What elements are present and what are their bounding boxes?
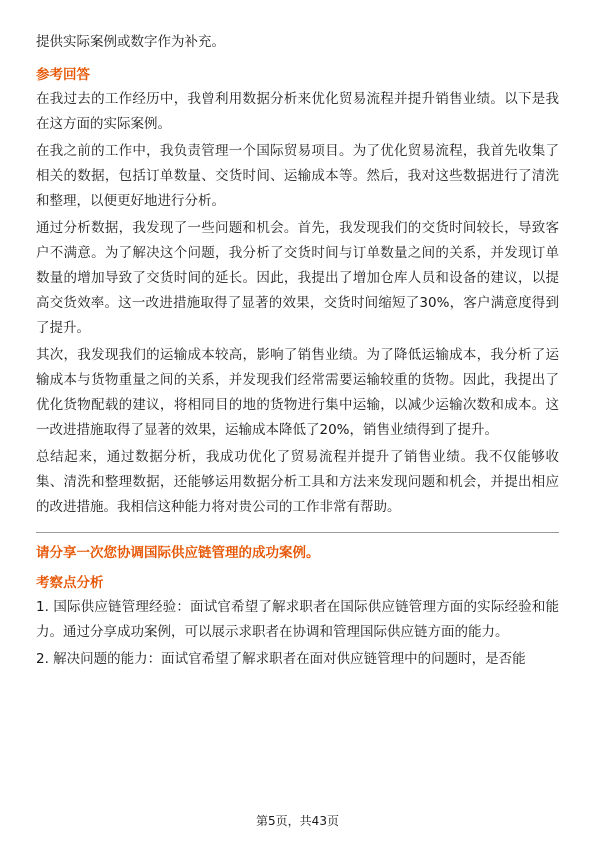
answer-heading: 参考回答 bbox=[36, 67, 90, 83]
intro-line: 提供实际案例或数字作为补充。 bbox=[36, 34, 225, 50]
answer-paragraph-1: 在我过去的工作经历中，我曾利用数据分析来优化贸易流程并提升销售业绩。以下是我在这方面的实际案例。 bbox=[36, 91, 559, 132]
answer-paragraph-4: 其次，我发现我们的运输成本较高，影响了销售业绩。为了降低运输成本，我分析了运输成本与货物重量之间的关系，并发现我们经常需要运输较重的货物。因此，我提出了优化货物配载的建议，将相同目的地的货物进行集中运输，以减少运输次数和成本。这一改进措施取得了显著的效果，运输成本降低了20%，销售业绩得到了提升。 bbox=[36, 347, 559, 438]
analysis-heading: 考察点分析 bbox=[36, 575, 104, 591]
analysis-item-1: 1. 国际供应链管理经验：面试官希望了解求职者在国际供应链管理方面的实际经验和能力。通过分享成功案例，可以展示求职者在协调和管理国际供应链方面的能力。 bbox=[36, 599, 559, 640]
page-number: 第5页，共43页 bbox=[256, 814, 339, 828]
answer-paragraph-5: 总结起来，通过数据分析，我成功优化了贸易流程并提升了销售业绩。我不仅能够收集、清洗和整理数据，还能够运用数据分析工具和方法来发现问题和机会，并提出相应的改进措施。我相信这种能力将对贵公司的工作非常有帮助。 bbox=[36, 449, 559, 515]
analysis-item-2: 2. 解决问题的能力：面试官希望了解求职者在面对供应链管理中的问题时，是否能 bbox=[36, 651, 526, 667]
question-title: 请分享一次您协调国际供应链管理的成功案例。 bbox=[36, 545, 320, 561]
document-page bbox=[36, 30, 559, 674]
answer-paragraph-3: 通过分析数据，我发现了一些问题和机会。首先，我发现我们的交货时间较长，导致客户不满意。为了解决这个问题，我分析了交货时间与订单数量之间的关系，并发现订单数量的增加导致了交货时间的延长。因此，我提出了增加仓库人员和设备的建议，以提高交货效率。这一改进措施取得了显著的效果，交货时间缩短了30%，客户满意度得到了提升。 bbox=[36, 220, 559, 336]
answer-paragraph-2: 在我之前的工作中，我负责管理一个国际贸易项目。为了优化贸易流程，我首先收集了相关的数据，包括订单数量、交货时间、运输成本等。然后，我对这些数据进行了清洗和整理，以便更好地进行分析。 bbox=[36, 143, 559, 209]
section-divider bbox=[36, 532, 559, 533]
